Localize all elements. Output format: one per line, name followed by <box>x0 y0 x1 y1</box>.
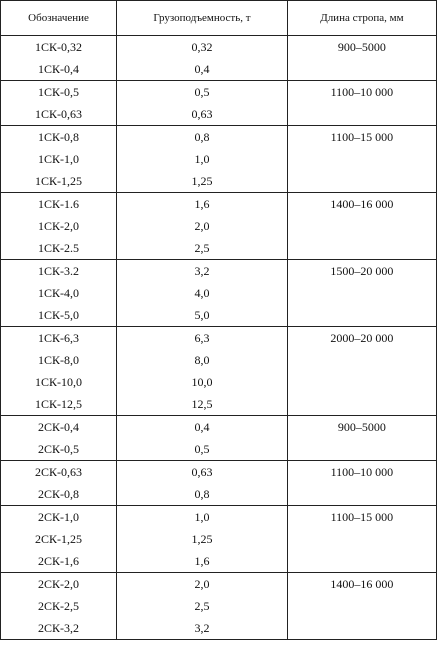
cell-designation: 2СК-0,5 <box>1 438 117 461</box>
cell-capacity: 2,0 <box>117 215 288 237</box>
cell-length: 2000–20 000 <box>287 327 436 350</box>
cell-length: 1100–10 000 <box>287 461 436 484</box>
cell-designation: 2СК-0,4 <box>1 416 117 439</box>
table-row <box>1 103 437 126</box>
cell-capacity: 4,0 <box>117 282 288 304</box>
cell-capacity: 1,0 <box>117 148 288 170</box>
header-length: Длина стропа, мм <box>287 1 436 36</box>
cell-capacity: 0,4 <box>117 58 288 81</box>
table-row <box>1 282 437 304</box>
cell-capacity: 1,0 <box>117 506 288 529</box>
cell-designation: 2СК-1,0 <box>1 506 117 529</box>
cell-length: 1400–16 000 <box>287 573 436 596</box>
cell-capacity: 0,4 <box>117 416 288 439</box>
cell-length: 1400–16 000 <box>287 193 436 216</box>
table-row <box>1 327 437 350</box>
table-header <box>1 1 437 36</box>
cell-capacity: 6,3 <box>117 327 288 350</box>
cell-capacity: 8,0 <box>117 349 288 371</box>
cell-designation: 1СК-1.6 <box>1 193 117 216</box>
table-row <box>1 304 437 327</box>
cell-length <box>287 58 436 81</box>
cell-length: 1100–15 000 <box>287 126 436 149</box>
table-row <box>1 148 437 170</box>
cell-capacity: 12,5 <box>117 393 288 416</box>
cell-capacity: 1,6 <box>117 193 288 216</box>
header-designation: Обозначение <box>1 1 117 36</box>
table-row <box>1 170 437 193</box>
cell-designation: 1СК-3.2 <box>1 260 117 283</box>
cell-length <box>287 148 436 170</box>
table-row <box>1 483 437 506</box>
table-row <box>1 237 437 260</box>
table-row <box>1 36 437 59</box>
table-row <box>1 260 437 283</box>
cell-designation: 1СК-8,0 <box>1 349 117 371</box>
cell-capacity: 2,5 <box>117 595 288 617</box>
cell-designation: 2СК-0,8 <box>1 483 117 506</box>
table-row <box>1 393 437 416</box>
table-row <box>1 349 437 371</box>
cell-designation: 2СК-3,2 <box>1 617 117 640</box>
cell-capacity: 1,25 <box>117 528 288 550</box>
cell-designation: 1СК-0,5 <box>1 81 117 104</box>
cell-designation: 1СК-0,32 <box>1 36 117 59</box>
cell-capacity: 3,2 <box>117 260 288 283</box>
table-row <box>1 193 437 216</box>
cell-designation: 2СК-2,0 <box>1 573 117 596</box>
table-row <box>1 550 437 573</box>
cell-length <box>287 483 436 506</box>
cell-length: 900–5000 <box>287 36 436 59</box>
table-body <box>1 36 437 640</box>
cell-length <box>287 103 436 126</box>
cell-capacity: 2,0 <box>117 573 288 596</box>
cell-designation: 1СК-12,5 <box>1 393 117 416</box>
table-row <box>1 617 437 640</box>
table-row <box>1 371 437 393</box>
table-row <box>1 461 437 484</box>
cell-designation: 1СК-6,3 <box>1 327 117 350</box>
table-row <box>1 438 437 461</box>
cell-length <box>287 371 436 393</box>
table-row <box>1 416 437 439</box>
cell-length <box>287 282 436 304</box>
cell-length <box>287 617 436 640</box>
cell-designation: 1СК-0,63 <box>1 103 117 126</box>
cell-length <box>287 438 436 461</box>
table-row <box>1 81 437 104</box>
cell-capacity: 0,5 <box>117 438 288 461</box>
cell-length <box>287 595 436 617</box>
header-capacity: Грузоподъемность, т <box>117 1 288 36</box>
cell-designation: 1СК-2.5 <box>1 237 117 260</box>
table-row <box>1 506 437 529</box>
cell-length <box>287 170 436 193</box>
cell-length <box>287 349 436 371</box>
cell-length <box>287 237 436 260</box>
cell-designation: 1СК-0,4 <box>1 58 117 81</box>
cell-capacity: 3,2 <box>117 617 288 640</box>
cell-designation: 1СК-10,0 <box>1 371 117 393</box>
cell-capacity: 0,8 <box>117 483 288 506</box>
cell-length: 1500–20 000 <box>287 260 436 283</box>
cell-capacity: 5,0 <box>117 304 288 327</box>
cell-length <box>287 215 436 237</box>
cell-designation: 2СК-1,6 <box>1 550 117 573</box>
table-row <box>1 58 437 81</box>
cell-length <box>287 550 436 573</box>
cell-designation: 1СК-2,0 <box>1 215 117 237</box>
cell-designation: 2СК-0,63 <box>1 461 117 484</box>
cell-capacity: 1,6 <box>117 550 288 573</box>
header-row <box>1 1 437 36</box>
table-row <box>1 528 437 550</box>
cell-designation: 1СК-4,0 <box>1 282 117 304</box>
cell-capacity: 0,5 <box>117 81 288 104</box>
cell-designation: 1СК-1,0 <box>1 148 117 170</box>
cell-capacity: 0,8 <box>117 126 288 149</box>
cell-length: 1100–15 000 <box>287 506 436 529</box>
cell-length <box>287 304 436 327</box>
cell-length: 1100–10 000 <box>287 81 436 104</box>
cell-length <box>287 528 436 550</box>
cell-capacity: 0,32 <box>117 36 288 59</box>
cell-capacity: 0,63 <box>117 461 288 484</box>
cell-length <box>287 393 436 416</box>
cell-designation: 1СК-1,25 <box>1 170 117 193</box>
cell-capacity: 0,63 <box>117 103 288 126</box>
cell-designation: 2СК-1,25 <box>1 528 117 550</box>
cell-capacity: 10,0 <box>117 371 288 393</box>
cell-length: 900–5000 <box>287 416 436 439</box>
table-row <box>1 126 437 149</box>
cell-designation: 1СК-0,8 <box>1 126 117 149</box>
cell-capacity: 2,5 <box>117 237 288 260</box>
table-row <box>1 595 437 617</box>
table-row <box>1 215 437 237</box>
cell-capacity: 1,25 <box>117 170 288 193</box>
cell-designation: 2СК-2,5 <box>1 595 117 617</box>
table-row <box>1 573 437 596</box>
cell-designation: 1СК-5,0 <box>1 304 117 327</box>
